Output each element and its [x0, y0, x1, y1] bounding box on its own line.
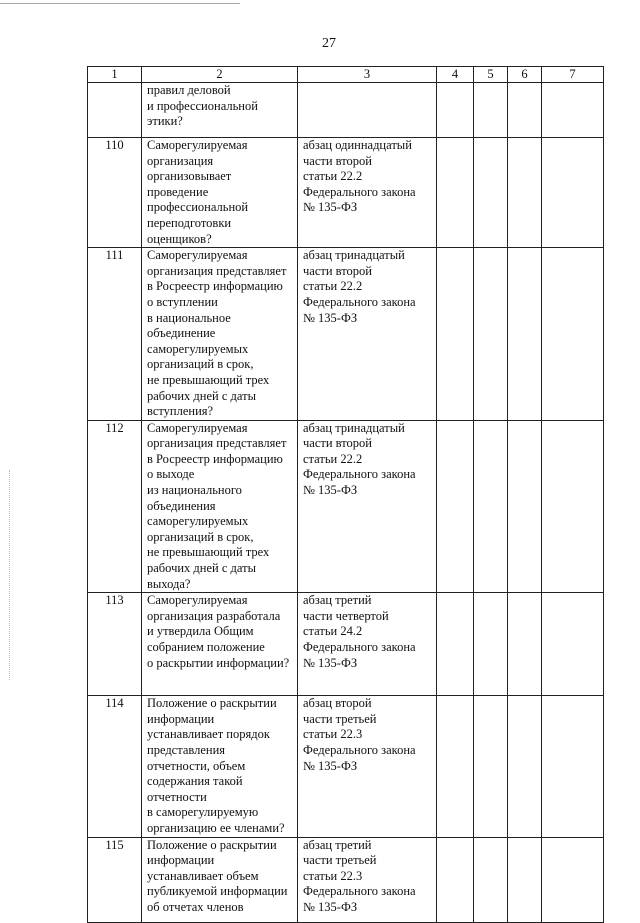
- row-number: 113: [105, 593, 124, 608]
- row-answer-na-cell[interactable]: [508, 837, 542, 922]
- row-number: 110: [105, 138, 124, 152]
- row-legal-reference-cell: [298, 83, 437, 138]
- row-note-cell[interactable]: [542, 138, 604, 248]
- row-answer-no-cell[interactable]: [474, 138, 508, 248]
- row-answer-yes-cell[interactable]: [437, 420, 474, 593]
- row-legal-reference-cell: [298, 138, 437, 248]
- row-number-cell: [88, 83, 142, 138]
- row-legal-reference-cell: [298, 837, 437, 922]
- row-legal-reference: абзац тринадцатый части второй статьи 22.2 Федерального закона № 135-ФЗ: [303, 420, 416, 498]
- row-question-cell: [142, 83, 298, 138]
- column-header: 3: [298, 67, 437, 83]
- row-note-cell[interactable]: [542, 837, 604, 922]
- row-answer-yes-cell[interactable]: [437, 837, 474, 922]
- row-answer-na-cell[interactable]: [508, 593, 542, 696]
- row-legal-reference-cell: [298, 696, 437, 837]
- top-edge-rule: [0, 3, 240, 4]
- page-number: 27: [322, 36, 336, 51]
- row-question: Саморегулируемая организация организовывает проведение профессиональной переподготовки оценщиков?: [147, 138, 249, 246]
- row-number-cell: [88, 420, 142, 593]
- column-header-row: [88, 67, 604, 83]
- table-row: [88, 696, 604, 837]
- row-answer-yes-cell[interactable]: [437, 138, 474, 248]
- row-question-cell: [142, 248, 298, 421]
- row-number-cell: [88, 593, 142, 696]
- column-header: 1: [88, 67, 142, 83]
- row-answer-no-cell[interactable]: [474, 83, 508, 138]
- checklist-table: [87, 66, 604, 923]
- row-legal-reference: абзац тринадцатый части второй статьи 22.2 Федерального закона № 135-ФЗ: [303, 248, 416, 325]
- row-answer-yes-cell[interactable]: [437, 696, 474, 837]
- row-answer-no-cell[interactable]: [474, 696, 508, 837]
- column-header: 2: [142, 67, 298, 83]
- row-answer-na-cell[interactable]: [508, 696, 542, 837]
- row-number: 115: [105, 837, 124, 852]
- table-row: [88, 593, 604, 696]
- row-answer-yes-cell[interactable]: [437, 248, 474, 421]
- column-header: 5: [474, 67, 508, 83]
- row-legal-reference-cell: [298, 420, 437, 593]
- row-question-cell: [142, 593, 298, 696]
- row-question-cell: [142, 138, 298, 248]
- table-row: [88, 248, 604, 421]
- row-question: Положение о раскрытии информации устанавливает порядок представления отчетности, объем содержания такой отчетности в саморегулируемую организацию ее членами?: [147, 696, 285, 835]
- row-answer-no-cell[interactable]: [474, 837, 508, 922]
- row-question-cell: [142, 696, 298, 837]
- row-answer-no-cell[interactable]: [474, 593, 508, 696]
- row-answer-na-cell[interactable]: [508, 248, 542, 421]
- row-legal-reference: абзац третий части третьей статьи 22.3 Федерального закона № 135-ФЗ: [303, 837, 416, 914]
- table-row: [88, 83, 604, 138]
- row-number-cell: [88, 696, 142, 837]
- row-number-cell: [88, 248, 142, 421]
- row-note-cell[interactable]: [542, 420, 604, 593]
- row-answer-no-cell[interactable]: [474, 248, 508, 421]
- row-note-cell[interactable]: [542, 593, 604, 696]
- row-answer-na-cell[interactable]: [508, 138, 542, 248]
- row-legal-reference: абзац второй части третьей статьи 22.3 Федерального закона № 135-ФЗ: [303, 696, 416, 773]
- row-question: Саморегулируемая организация представляет в Росреестр информацию о выходе из национального объединения саморегулируемых организаций в срок, не превышающий трех рабочих дней с даты выхода?: [147, 420, 287, 591]
- row-number: 111: [105, 248, 124, 263]
- table-row: [88, 138, 604, 248]
- row-answer-yes-cell[interactable]: [437, 83, 474, 138]
- row-note-cell[interactable]: [542, 83, 604, 138]
- column-header: 6: [508, 67, 542, 83]
- row-number: 114: [105, 696, 124, 711]
- row-note-cell[interactable]: [542, 248, 604, 421]
- row-question: правил деловой и профессиональной этики?: [147, 83, 258, 129]
- table-row: [88, 837, 604, 922]
- row-answer-na-cell[interactable]: [508, 83, 542, 138]
- row-answer-no-cell[interactable]: [474, 420, 508, 593]
- row-legal-reference-cell: [298, 593, 437, 696]
- row-answer-na-cell[interactable]: [508, 420, 542, 593]
- row-answer-yes-cell[interactable]: [437, 593, 474, 696]
- row-number-cell: [88, 837, 142, 922]
- column-header: 4: [437, 67, 474, 83]
- row-legal-reference-cell: [298, 248, 437, 421]
- row-question-cell: [142, 420, 298, 593]
- margin-dotted-line: [9, 470, 10, 680]
- row-note-cell[interactable]: [542, 696, 604, 837]
- row-question-cell: [142, 837, 298, 922]
- row-legal-reference: абзац одиннадцатый части второй статьи 22.2 Федерального закона № 135-ФЗ: [303, 138, 416, 215]
- row-question: Саморегулируемая организация представляет в Росреестр информацию о вступлении в национальное объединение саморегулируемых организаций в срок, не превышающий трех рабочих дней с даты вступления?: [147, 248, 287, 419]
- row-number: 112: [105, 420, 124, 435]
- row-number-cell: [88, 138, 142, 248]
- column-header: 7: [542, 67, 604, 83]
- row-question: Саморегулируемая организация разработала и утвердила Общим собранием положение о раскрытии информации?: [147, 593, 290, 670]
- row-question: Положение о раскрытии информации устанавливает объем публикуемой информации об отчетах членов: [147, 837, 288, 914]
- row-legal-reference: абзац третий части четвертой статьи 24.2 Федерального закона № 135-ФЗ: [303, 593, 416, 670]
- table-row: [88, 420, 604, 593]
